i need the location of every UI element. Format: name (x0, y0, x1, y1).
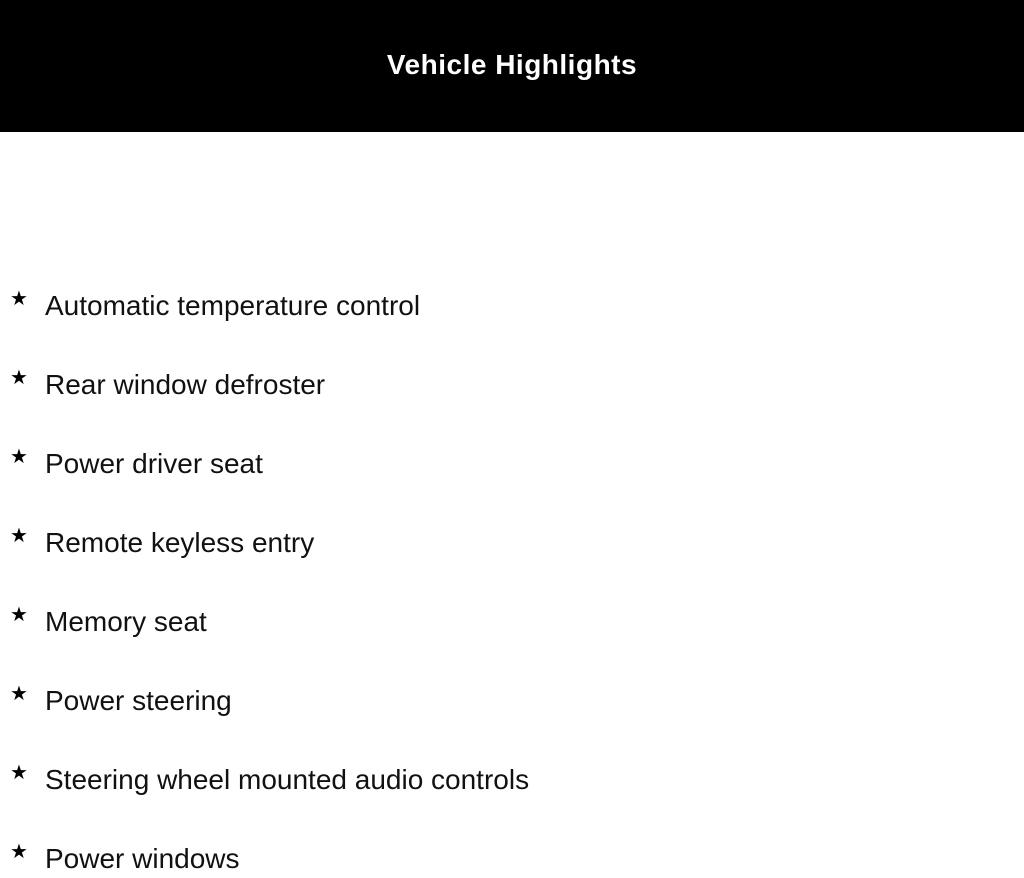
star-icon: ★ (10, 762, 28, 784)
page-title: Vehicle Highlights (386, 49, 638, 80)
feature-label: Rear window defroster (45, 369, 326, 400)
feature-label: Automatic temperature control (45, 290, 421, 321)
feature-label: Remote keyless entry (45, 527, 315, 558)
star-icon: ★ (10, 604, 28, 626)
star-icon: ★ (10, 683, 28, 705)
feature-label: Power driver seat (45, 448, 263, 479)
header-bar (0, 0, 1024, 132)
star-icon: ★ (10, 446, 28, 468)
star-icon: ★ (10, 367, 28, 389)
star-icon: ★ (10, 525, 28, 547)
feature-label: Steering wheel mounted audio controls (45, 764, 530, 795)
feature-label: Power steering (45, 685, 232, 716)
star-icon: ★ (10, 841, 28, 863)
star-icon: ★ (10, 288, 28, 310)
feature-label: Memory seat (45, 606, 207, 637)
feature-label: Power windows (45, 843, 240, 874)
